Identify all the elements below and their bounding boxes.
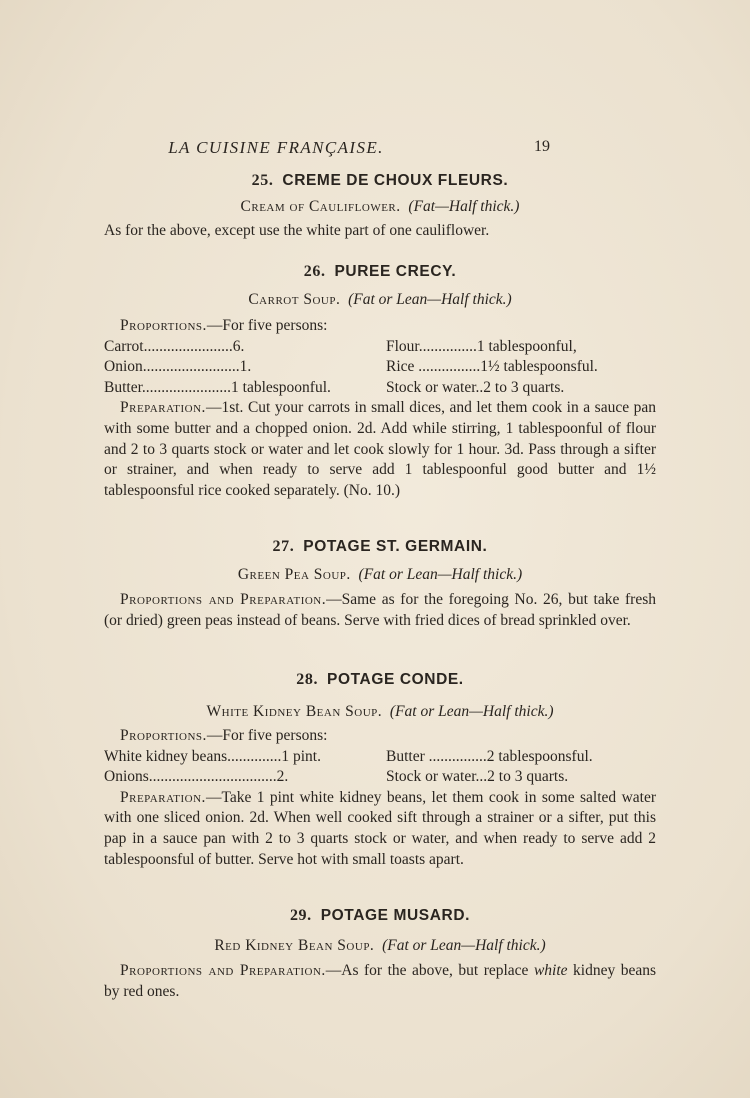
proportions-text: —For five persons: [206,727,328,744]
proportions [104,316,656,398]
section-label: Proportions and Preparation. [120,962,326,979]
proportion-right: Butter ...............2 tablespoonsful. [386,747,593,765]
recipe-subtitle [104,937,656,955]
section-text-italic: white [533,962,568,979]
recipe-number: 26. [303,263,326,280]
proportions-and-preparation [104,961,656,1002]
recipe-subtitle [104,566,656,584]
proportions-label: Proportions. [120,317,207,334]
proportion-row [104,767,656,788]
page-number: 19 [534,138,550,155]
proportion-right: Stock or water..2 to 3 quarts. [386,378,565,396]
subtitle-note: (Fat or Lean—Half thick.) [389,703,554,720]
recipe-number: 27. [272,538,295,555]
subtitle-note: (Fat or Lean—Half thick.) [358,566,523,583]
recipe-title-text: POTAGE MUSARD. [320,907,471,924]
recipe-number: 25. [251,172,274,189]
recipe-28 [104,671,656,870]
recipe-subtitle [104,198,656,216]
subtitle-text: Red Kidney Bean Soup. [214,937,375,954]
recipe-title [104,907,656,925]
proportion-row [104,378,656,399]
preparation [104,788,656,870]
section-text: —As for the above, but replace [325,962,534,979]
recipe-title-text: PUREE CRECY. [334,263,457,280]
recipe-title [104,671,656,689]
subtitle-note: (Fat—Half thick.) [408,198,520,215]
proportion-left: Carrot.......................6. [104,337,245,355]
proportion-left: Butter.......................1 tablespoonful. [104,378,331,396]
running-head [0,138,552,160]
recipe-title [104,172,656,190]
section-text-end: kidney beans by red ones. [104,962,656,1000]
recipe-number: 29. [289,907,312,924]
subtitle-text: Cream of Cauliflower. [240,198,401,215]
proportions-and-preparation [104,590,656,631]
proportions-heading [104,726,656,747]
recipe-title-text: POTAGE ST. GERMAIN. [303,538,488,555]
subtitle-text: Carrot Soup. [248,291,341,308]
proportion-left: Onion.........................1. [104,358,252,376]
recipe-25 [104,172,656,242]
proportion-row [104,337,656,358]
recipe-title-text: POTAGE CONDE. [327,671,464,688]
proportion-left: White kidney beans..............1 pint. [104,747,321,765]
recipe-29 [104,907,656,1002]
subtitle-text: Green Pea Soup. [237,566,351,583]
proportion-right: Rice ................1½ tablespoonsful. [386,358,598,376]
proportions [104,726,656,788]
section-label: Proportions and Preparation. [120,591,327,608]
proportions-text: —For five persons: [206,317,328,334]
preparation [104,398,656,501]
proportions-heading [104,316,656,337]
running-title: LA CUISINE FRANÇAISE. [168,138,384,157]
preparation-text: —Take 1 pint white kidney beans, let them cook in some salted water with one sliced onion. 2d. When well cooked sift through a strainer or a sifter, put this pap in a sauce pan with 2 to 3 quarts stock or water, and when ready to serve add 2 tablespoonsful of butter. Serve hot with small toasts apart. [104,788,656,868]
recipe-subtitle [104,291,656,309]
recipe-26 [104,263,656,501]
proportions-label: Proportions. [120,727,207,744]
subtitle-note: (Fat or Lean—Half thick.) [348,291,512,308]
section-text: —Same as for the foregoing No. 26, but take fresh (or dried) green peas instead of beans. Serve with fried dices of bread sprinkled over. [104,591,656,629]
recipe-title [104,263,656,281]
recipe-subtitle [104,703,656,721]
recipe-title [104,538,656,556]
subtitle-text: White Kidney Bean Soup. [206,703,383,720]
proportion-right: Stock or water...2 to 3 quarts. [386,768,569,786]
subtitle-note: (Fat or Lean—Half thick.) [382,937,546,954]
recipe-body: As for the above, except use the white part of one cauliflower. [104,222,490,239]
preparation-label: Preparation. [120,788,206,806]
recipe-number: 28. [296,671,319,688]
proportion-row [104,747,656,768]
preparation-label: Preparation. [120,399,206,417]
preparation-text: —1st. Cut your carrots in small dices, and let them cook in a sauce pan with some butter and a chopped onion. 2d. Add while stirring, 1 tablespoonful of flour and 2 to 3 quarts stock or water and let cook slowly for 1 hour. 3d. Pass through a sifter or strainer, and when ready to serve add 1 tablespoonful good butter and 1½ tablespoonsful rice cooked separately. (No. 10.) [104,399,656,499]
proportion-right: Flour...............1 tablespoonful, [386,337,577,355]
recipe-title-text: CREME DE CHOUX FLEURS. [282,172,509,189]
proportion-row [104,357,656,378]
recipe-27 [104,538,656,631]
proportion-left: Onions.................................2. [104,768,289,786]
